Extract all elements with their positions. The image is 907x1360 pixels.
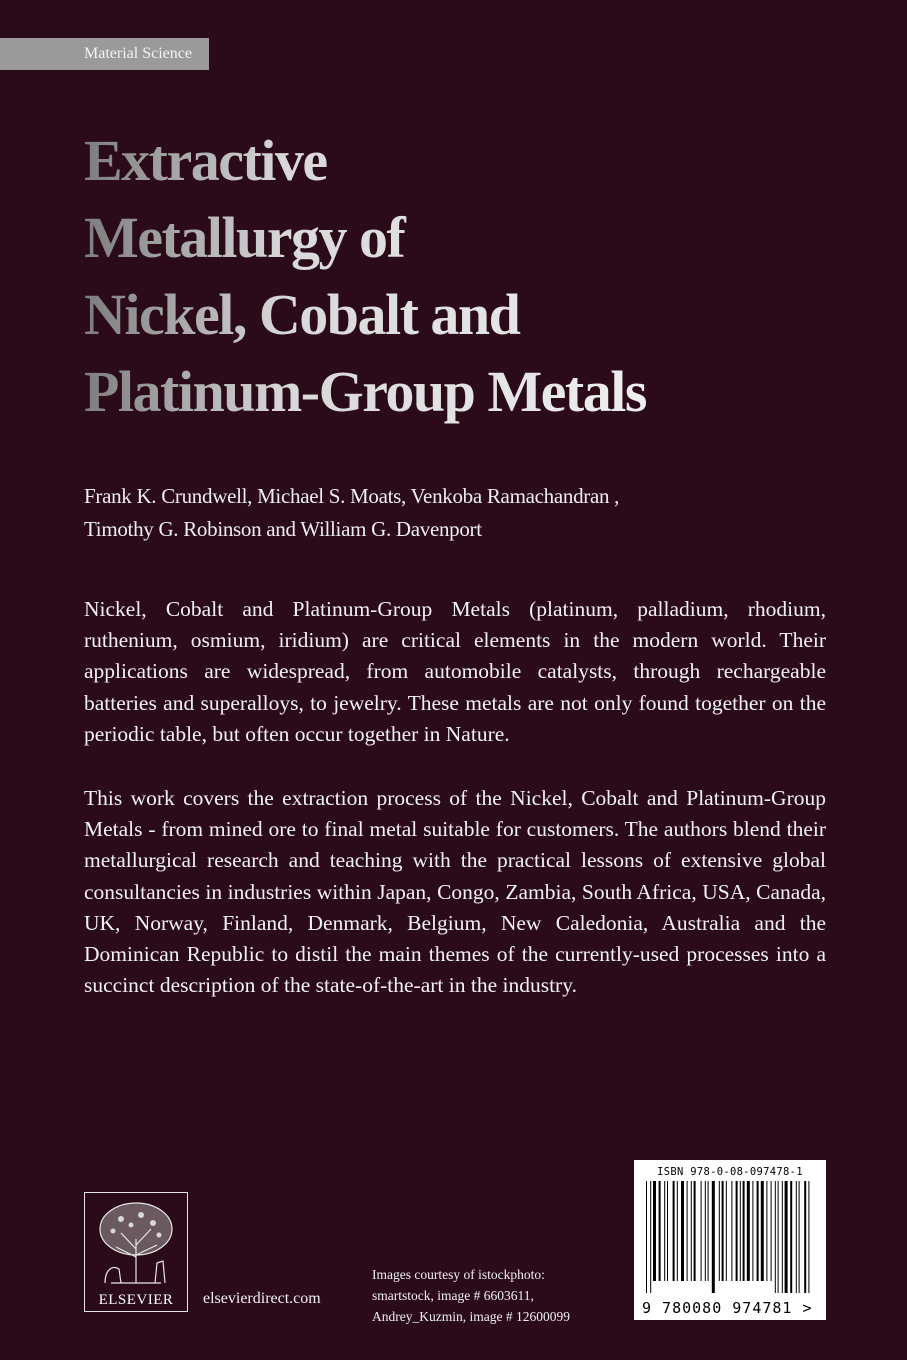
isbn-number: ISBN 978-0-08-097478-1 [657, 1166, 803, 1178]
publisher-website: elsevierdirect.com [203, 1290, 321, 1307]
credit-line: smartstock, image # 6603611, [372, 1288, 534, 1303]
description-paragraph: This work covers the extraction process of the Nickel, Cobalt and Platinum-Group Metals - from mined ore to final metal suitable for customers. The authors blend their metallurgical research and teaching with the practical lessons of extensive global consultancies in industries within Japan, Congo, Zambia, South Africa, USA, Canada, UK, Norway, Finland, Denmark, Belgium, New Caledonia, Australia and the Dominican Republic to distil the main themes of the currently-used processes into a succinct description of the state-of-the-art in the industry. [84, 786, 826, 998]
title-line: Nickel, Cobalt and [84, 282, 520, 347]
publisher-name: ELSEVIER [98, 1292, 174, 1308]
barcode-bars-icon [642, 1181, 818, 1293]
title-line: Metallurgy of [84, 205, 405, 270]
category-tab: Material Science [0, 38, 209, 70]
barcode [634, 1160, 826, 1320]
image-credits [372, 1264, 612, 1327]
description-paragraph: Nickel, Cobalt and Platinum-Group Metals (platinum, palladium, rhodium, ruthenium, osmium, iridium) are critical elements in the modern world. Their applications are widespread, from automobile catalysts, through rechargeable batteries and superalloys, to jewelry. These metals are not only found together on the periodic table, but often occur together in Nature. [84, 597, 826, 746]
authors-line: Timothy G. Robinson and William G. Davenport [84, 517, 482, 541]
elsevier-tree-icon [91, 1199, 181, 1287]
title-line: Extractive [84, 128, 327, 193]
barcode-digits: 9 780080 974781 > [642, 1299, 813, 1317]
authors-line: Frank K. Crundwell, Michael S. Moats, Venkoba Ramachandran , [84, 484, 620, 508]
book-title [84, 122, 884, 430]
credit-line: Andrey_Kuzmin, image # 12600099 [372, 1309, 570, 1324]
publisher-logo [84, 1192, 188, 1312]
authors [84, 480, 844, 546]
description [84, 594, 826, 1034]
title-line: Platinum-Group Metals [84, 359, 646, 424]
credit-line: Images courtesy of istockphoto: [372, 1267, 545, 1282]
